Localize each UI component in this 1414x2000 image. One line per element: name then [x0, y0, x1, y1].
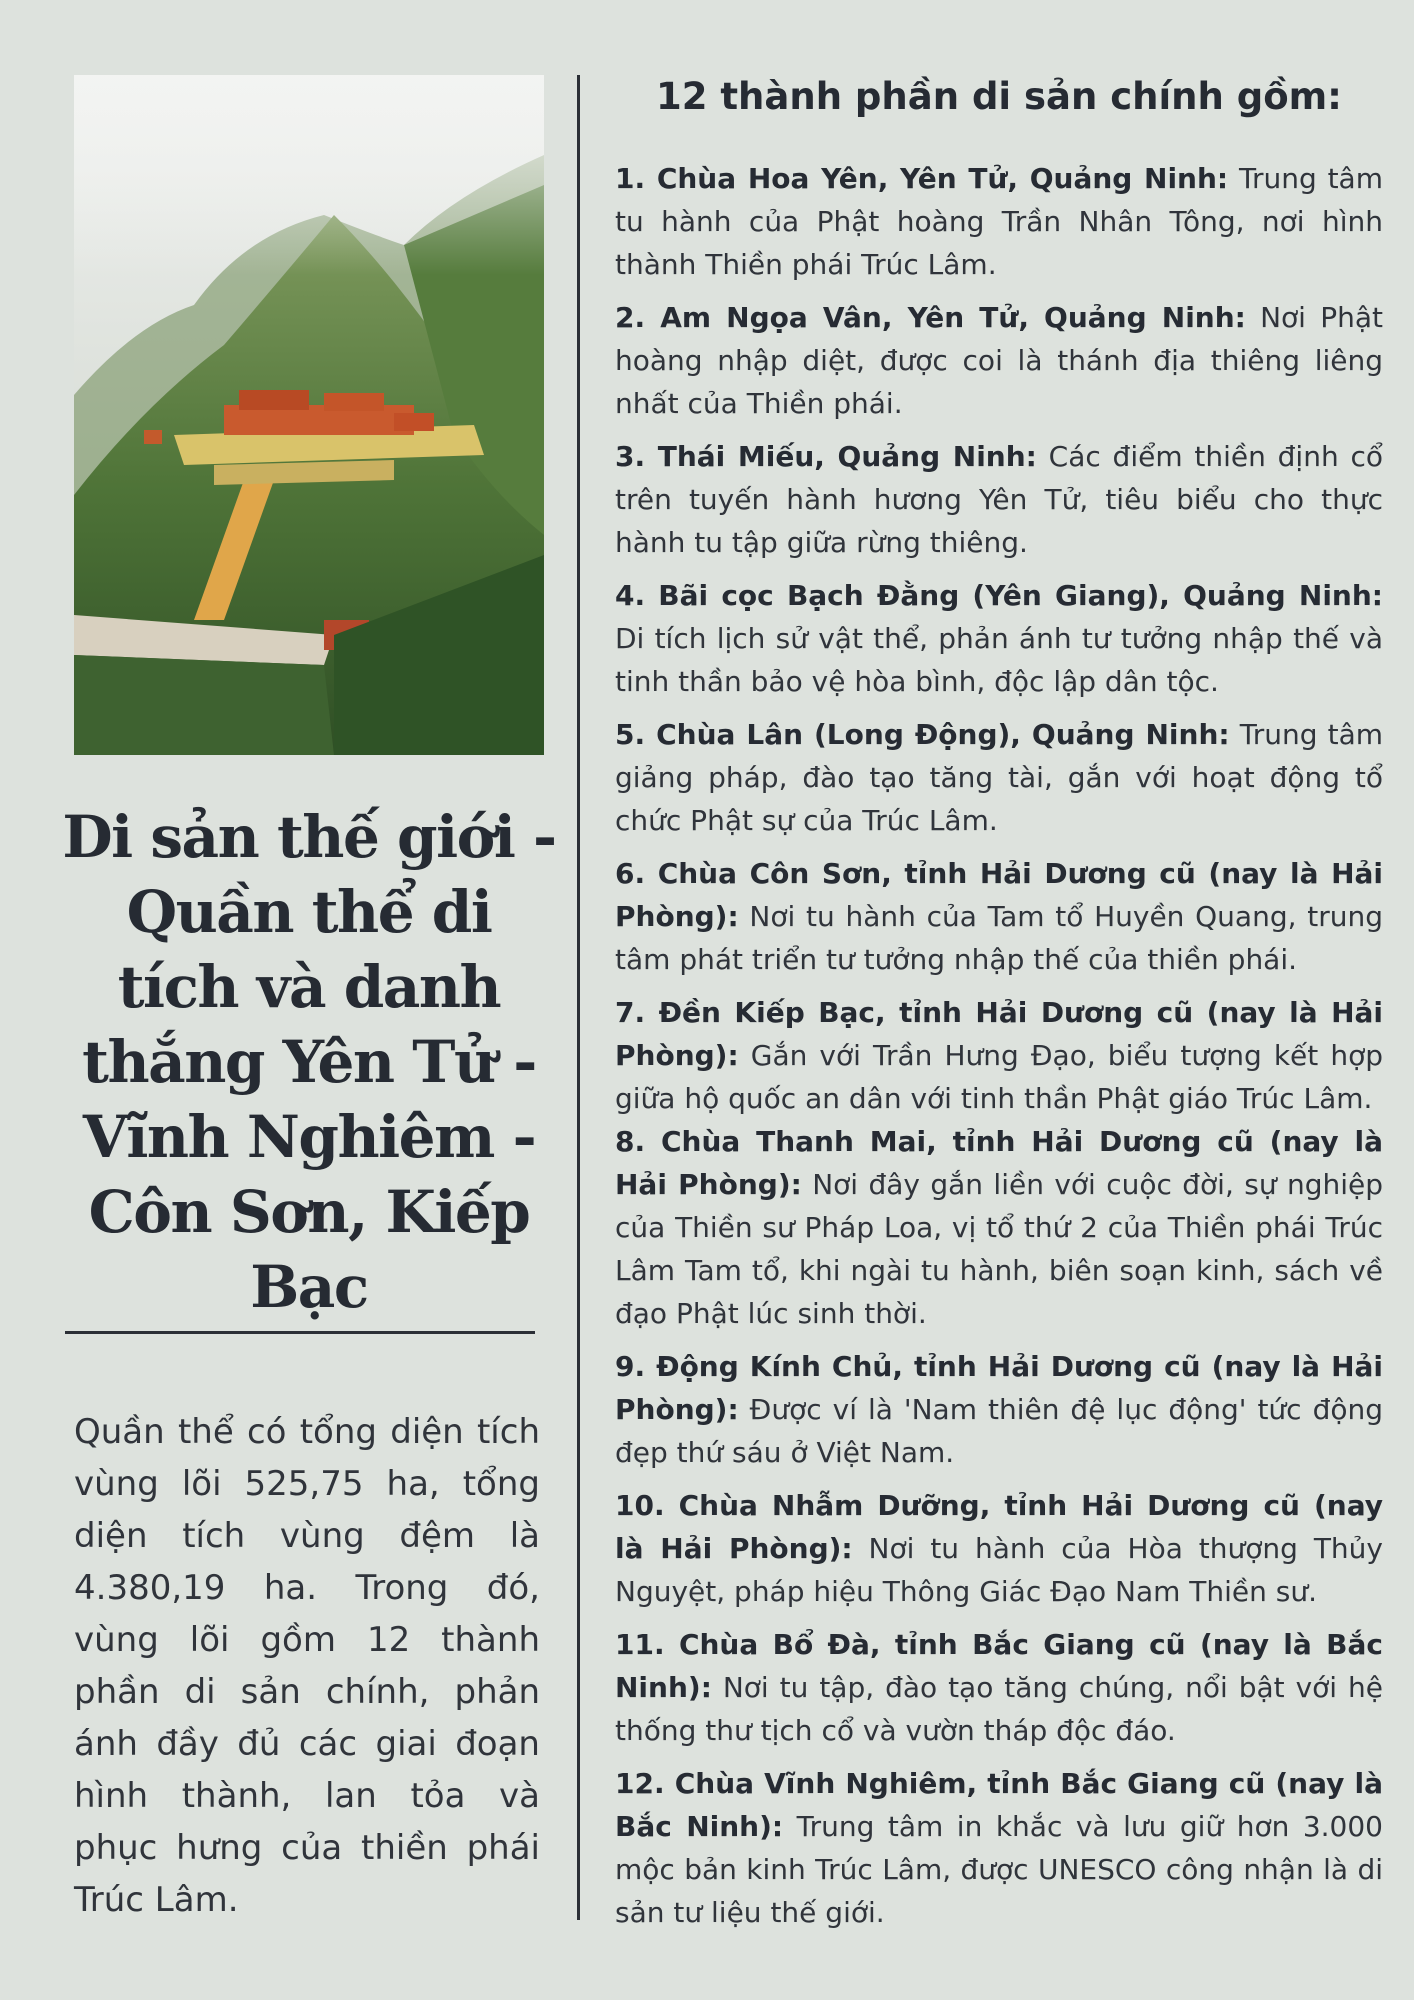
- item-text: Gắn với Trần Hưng Đạo, biểu tượng kết hợp giữa hộ quốc an dân với tinh thần Phật giáo Trúc Lâm.: [615, 1039, 1383, 1115]
- item-lead: 5. Chùa Lân (Long Động), Quảng Ninh:: [615, 718, 1230, 751]
- item-text: Được ví là 'Nam thiên đệ lục động' tức động đẹp thứ sáu ở Việt Nam.: [615, 1393, 1383, 1469]
- list-title: 12 thành phần di sản chính gồm:: [656, 75, 1342, 118]
- list-item: [615, 157, 1383, 286]
- item-lead: 1. Chùa Hoa Yên, Yên Tử, Quảng Ninh:: [615, 162, 1229, 195]
- item-lead: 2. Am Ngọa Vân, Yên Tử, Quảng Ninh:: [615, 301, 1246, 334]
- item-text: Nơi tu tập, đào tạo tăng chúng, nổi bật với hệ thống thư tịch cổ và vườn tháp độc đáo.: [615, 1671, 1383, 1747]
- item-text: Trung tâm giảng pháp, đào tạo tăng tài, gắn với hoạt động tổ chức Phật sự của Trúc Lâm.: [615, 718, 1383, 837]
- list-item: [615, 296, 1383, 425]
- item-lead: 7. Đền Kiếp Bạc, tỉnh Hải Dương cũ (nay là Hải Phòng):: [615, 996, 1383, 1072]
- list-item: [615, 1484, 1383, 1613]
- item-lead: 6. Chùa Côn Sơn, tỉnh Hải Dương cũ (nay là Hải Phòng):: [615, 857, 1383, 933]
- item-text: Di tích lịch sử vật thể, phản ánh tư tưởng nhập thế và tinh thần bảo vệ hòa bình, độc lập dân tộc.: [615, 622, 1383, 698]
- summary-text: Quần thể có tổng diện tích vùng lõi 525,75 ha, tổng diện tích vùng đệm là 4.380,19 ha. Trong đó, vùng lõi gồm 12 thành phần di sản chính, phản ánh đầy đủ các giai đoạn hình thành, lan tỏa và phục hưng của thiền phái Trúc Lâm.: [74, 1412, 540, 1920]
- column-divider: [577, 75, 580, 1920]
- item-text: Nơi tu hành của Tam tổ Huyền Quang, trung tâm phát triển tư tưởng nhập thế của thiền phái.: [615, 900, 1383, 976]
- item-lead: 10. Chùa Nhẫm Dưỡng, tỉnh Hải Dương cũ (nay là Hải Phòng):: [615, 1489, 1383, 1565]
- list-item: [615, 1120, 1383, 1335]
- page-title: Di sản thế giới - Quần thể di tích và danh thắng Yên Tử - Vĩnh Nghiêm - Côn Sơn, Kiếp Bạc: [62, 803, 556, 1321]
- item-lead: 3. Thái Miếu, Quảng Ninh:: [615, 440, 1037, 473]
- list-item: [615, 574, 1383, 703]
- item-lead: 4. Bãi cọc Bạch Đằng (Yên Giang), Quảng Ninh:: [615, 579, 1383, 612]
- item-lead: 12. Chùa Vĩnh Nghiêm, tỉnh Bắc Giang cũ (nay là Bắc Ninh):: [615, 1767, 1383, 1843]
- list-item: [615, 991, 1383, 1120]
- heritage-list: [615, 157, 1383, 1944]
- list-item: [615, 713, 1383, 842]
- item-text: Các điểm thiền định cổ trên tuyến hành hương Yên Tử, tiêu biểu cho thực hành tu tập giữa rừng thiêng.: [615, 440, 1383, 559]
- list-item: [615, 1762, 1383, 1934]
- item-text: Trung tâm tu hành của Phật hoàng Trần Nhân Tông, nơi hình thành Thiền phái Trúc Lâm.: [615, 162, 1383, 281]
- item-text: Trung tâm in khắc và lưu giữ hơn 3.000 mộc bản kinh Trúc Lâm, được UNESCO công nhận là di sản tư liệu thế giới.: [615, 1810, 1383, 1929]
- list-item: [615, 1345, 1383, 1474]
- list-item: [615, 435, 1383, 564]
- mountain-temple-photo: [74, 75, 544, 755]
- item-text: Nơi tu hành của Hòa thượng Thủy Nguyệt, pháp hiệu Thông Giác Đạo Nam Thiền sư.: [615, 1532, 1383, 1608]
- list-item: [615, 1623, 1383, 1752]
- item-text: Nơi Phật hoàng nhập diệt, được coi là thánh địa thiêng liêng nhất của Thiền phái.: [615, 301, 1383, 420]
- photo-illustration: [74, 75, 544, 755]
- item-lead: 8. Chùa Thanh Mai, tỉnh Hải Dương cũ (nay là Hải Phòng):: [615, 1125, 1383, 1201]
- list-item: [615, 852, 1383, 981]
- item-text: Nơi đây gắn liền với cuộc đời, sự nghiệp của Thiền sư Pháp Loa, vị tổ thứ 2 của Thiền phái Trúc Lâm Tam tổ, khi ngài tu hành, biên soạn kinh, sách về đạo Phật lúc sinh thời.: [615, 1168, 1383, 1330]
- title-divider: [65, 1331, 535, 1334]
- item-lead: 9. Động Kính Chủ, tỉnh Hải Dương cũ (nay là Hải Phòng):: [615, 1350, 1383, 1426]
- item-lead: 11. Chùa Bổ Đà, tỉnh Bắc Giang cũ (nay là Bắc Ninh):: [615, 1628, 1383, 1704]
